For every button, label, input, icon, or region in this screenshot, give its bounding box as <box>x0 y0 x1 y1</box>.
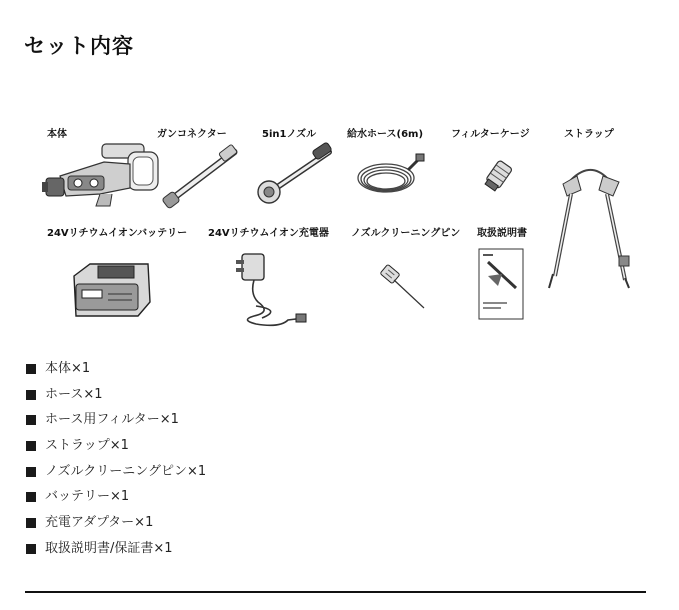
label-nozzle: 5in1ノズル <box>262 129 317 140</box>
list-item <box>26 438 206 464</box>
label-body: 本体 <box>47 129 67 140</box>
contents-list <box>26 361 206 567</box>
page-title: セット内容 <box>24 34 134 59</box>
list-item <box>26 361 206 387</box>
list-item <box>26 412 206 438</box>
label-battery: 24Vリチウムイオンバッテリー <box>47 228 188 239</box>
label-charger: 24Vリチウムイオン充電器 <box>208 228 329 239</box>
washer-body-image <box>40 138 165 210</box>
square-bullet-icon <box>26 518 36 528</box>
square-bullet-icon <box>26 364 36 374</box>
square-bullet-icon <box>26 415 36 425</box>
square-bullet-icon <box>26 544 36 554</box>
charger-image <box>232 250 308 330</box>
list-item-text: ホース×1 <box>45 386 103 402</box>
square-bullet-icon <box>26 467 36 477</box>
list-item <box>26 464 206 490</box>
list-item <box>26 387 206 413</box>
battery-image <box>68 258 156 320</box>
list-item <box>26 541 206 567</box>
label-hose: 給水ホース(6m) <box>347 129 424 140</box>
list-item <box>26 489 206 515</box>
nozzle-image <box>255 146 335 206</box>
manual-image <box>478 248 524 320</box>
gun-connector-image <box>160 146 242 208</box>
label-gun-connector: ガンコネクター <box>157 129 227 140</box>
label-strap: ストラップ <box>564 129 614 140</box>
list-item-text: 本体×1 <box>45 361 91 376</box>
list-item-text: 取扱説明書/保証書×1 <box>45 540 173 556</box>
label-manual: 取扱説明書 <box>477 228 527 239</box>
cleaning-pin-image <box>378 264 428 310</box>
strap-image <box>545 138 640 288</box>
list-item-text: バッテリー×1 <box>45 489 130 505</box>
filter-cage-image <box>480 158 516 194</box>
bottom-divider <box>25 591 646 593</box>
square-bullet-icon <box>26 492 36 502</box>
square-bullet-icon <box>26 390 36 400</box>
label-filter-cage: フィルターケージ <box>451 129 530 140</box>
contents-diagram <box>0 118 679 328</box>
list-item-text: ノズルクリーニングピン×1 <box>45 463 207 479</box>
list-item-text: ストラップ×1 <box>45 438 129 454</box>
list-item-text: 充電アダプター×1 <box>45 515 154 531</box>
square-bullet-icon <box>26 441 36 451</box>
list-item <box>26 515 206 541</box>
list-item-text: ホース用フィルター×1 <box>45 412 179 428</box>
hose-image <box>352 152 428 200</box>
label-cleaning-pin: ノズルクリーニングピン <box>351 228 461 239</box>
